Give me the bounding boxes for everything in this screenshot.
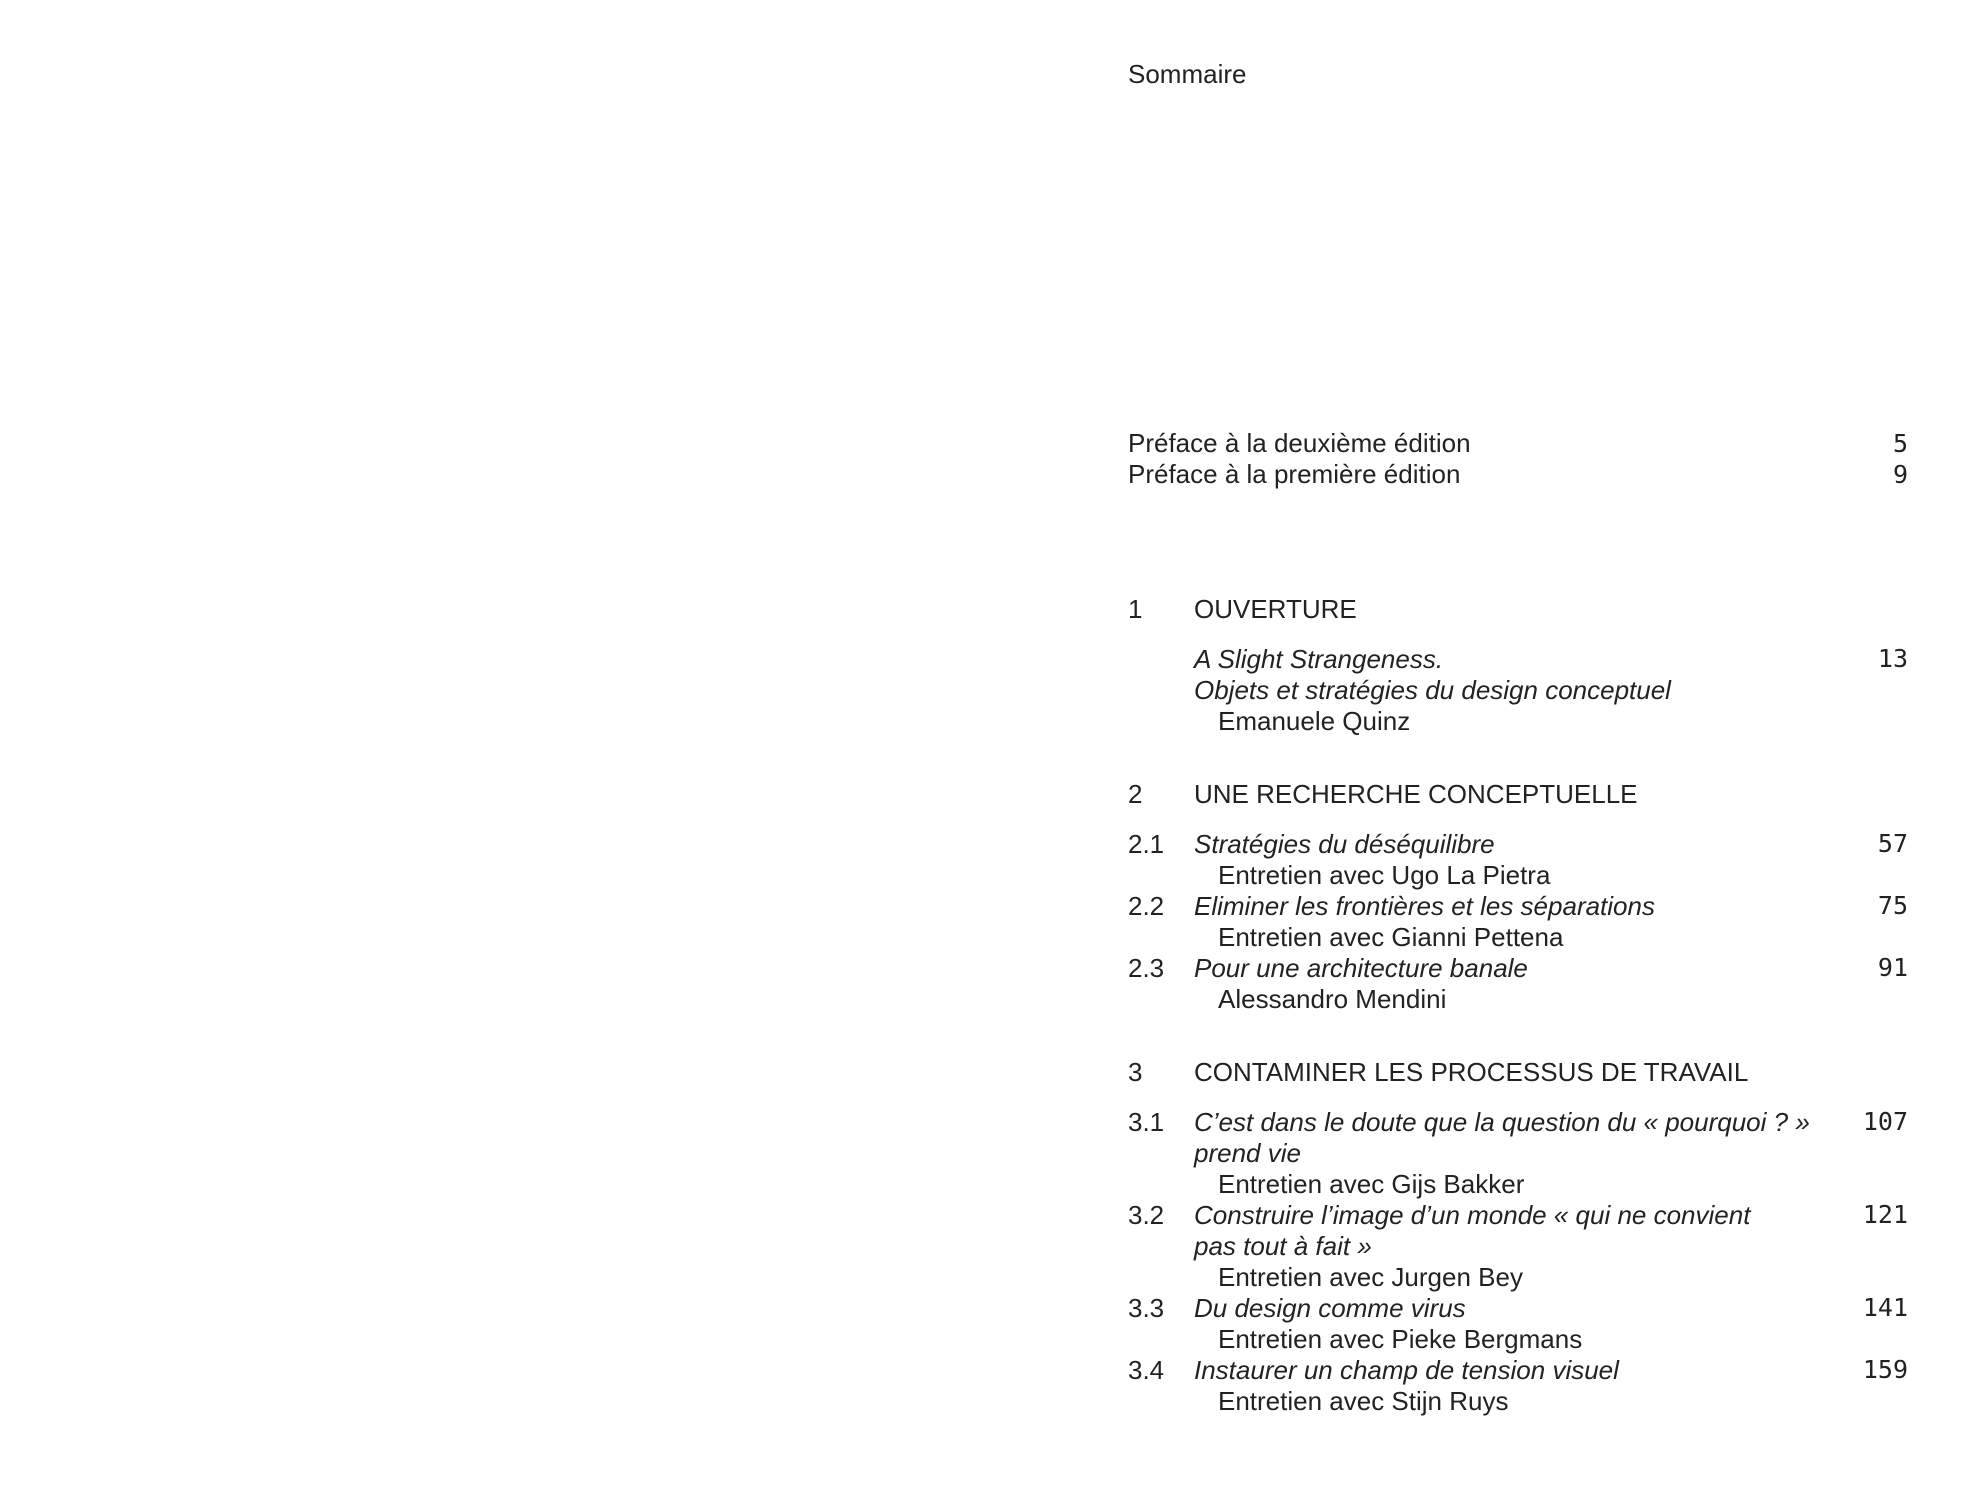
entry-number: 3.4 [1128, 1355, 1165, 1385]
entry-page: 107 [1862, 1107, 1908, 1136]
entry-page: 121 [1862, 1200, 1908, 1229]
entry-author: Entretien avec Pieke Bergmans [1218, 1324, 1583, 1354]
entry-author: Entretien avec Jurgen Bey [1218, 1262, 1523, 1292]
entry-title: pas tout à fait » [1194, 1231, 1372, 1261]
entry-title: C’est dans le doute que la question du « pourquoi ? » [1194, 1107, 1810, 1137]
section-title: CONTAMINER LES PROCESSUS DE TRAVAIL [1194, 1057, 1749, 1087]
toc-entry [1128, 644, 1908, 737]
section-number: 1 [1128, 594, 1143, 624]
toc-entry [1128, 1293, 1908, 1355]
entry-author: Alessandro Mendini [1218, 984, 1447, 1014]
section-number: 2 [1128, 779, 1143, 809]
preface-page: 5 [1892, 429, 1908, 458]
entry-page: 13 [1877, 644, 1908, 673]
page-title: Sommaire [1128, 59, 1247, 89]
entry-number: 2.1 [1128, 829, 1165, 859]
entry-title: Construire l’image d’un monde « qui ne convient [1194, 1200, 1751, 1230]
section-title: UNE RECHERCHE CONCEPTUELLE [1194, 779, 1638, 809]
preface-label: Préface à la deuxième édition [1128, 428, 1471, 458]
entry-author: Emanuele Quinz [1218, 706, 1411, 736]
entry-page: 57 [1877, 829, 1908, 858]
entry-title: Stratégies du déséquilibre [1194, 829, 1495, 859]
entry-number: 2.2 [1128, 891, 1165, 921]
entry-page: 141 [1862, 1293, 1908, 1322]
entry-number: 3.3 [1128, 1293, 1165, 1323]
entry-number: 3.2 [1128, 1200, 1165, 1230]
toc-entry [1128, 1355, 1908, 1417]
entry-author: Entretien avec Ugo La Pietra [1218, 860, 1551, 890]
entry-author: Entretien avec Stijn Ruys [1218, 1386, 1509, 1416]
entry-title: Du design comme virus [1194, 1293, 1466, 1323]
entry-page: 91 [1877, 953, 1908, 982]
section-number: 3 [1128, 1057, 1143, 1087]
entry-author: Entretien avec Gijs Bakker [1218, 1169, 1525, 1199]
entry-title: Eliminer les frontières et les séparations [1194, 891, 1655, 921]
toc-entry [1128, 953, 1908, 1015]
section-heading [1128, 594, 1908, 625]
entry-page: 159 [1862, 1355, 1908, 1384]
section-heading [1128, 1057, 1908, 1088]
toc-entry [1128, 1200, 1908, 1293]
section-heading [1128, 779, 1908, 810]
entry-title: Objets et stratégies du design conceptuel [1194, 675, 1671, 705]
preface-page: 9 [1892, 460, 1908, 489]
table-of-contents [1128, 428, 1908, 1417]
entry-title: A Slight Strangeness. [1194, 644, 1444, 674]
entry-title: Instaurer un champ de tension visuel [1194, 1355, 1619, 1385]
toc-preface-row [1128, 459, 1908, 490]
entry-title: Pour une architecture banale [1194, 953, 1528, 983]
entry-number: 3.1 [1128, 1107, 1165, 1137]
toc-preface-row [1128, 428, 1908, 459]
section-title: OUVERTURE [1194, 594, 1357, 624]
preface-label: Préface à la première édition [1128, 459, 1461, 489]
toc-entry [1128, 829, 1908, 891]
entry-author: Entretien avec Gianni Pettena [1218, 922, 1564, 952]
toc-entry [1128, 891, 1908, 953]
toc-entry [1128, 1107, 1908, 1200]
entry-title: prend vie [1194, 1138, 1301, 1168]
entry-page: 75 [1877, 891, 1908, 920]
entry-number: 2.3 [1128, 953, 1165, 983]
